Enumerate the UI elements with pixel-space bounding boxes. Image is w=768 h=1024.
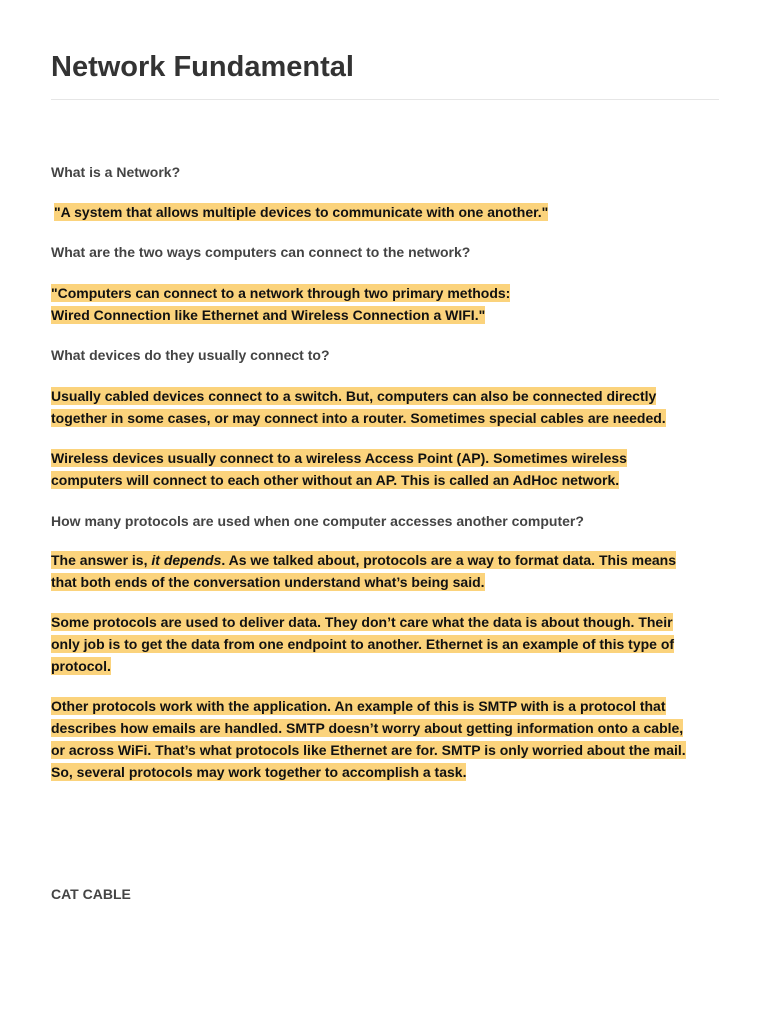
answer-suffix: . As we talked about, protocols are a way to format data. This means — [221, 552, 676, 568]
title-divider — [51, 99, 719, 100]
highlighted-text: Usually cabled devices connect to a switch. But, computers can also be connected directly — [51, 388, 657, 404]
highlighted-text: Other protocols work with the application. An example of this is SMTP with is a protocol that — [51, 698, 666, 714]
highlighted-text: "Computers can connect to a network through two primary methods: — [51, 285, 511, 301]
answer-application-protocols — [51, 695, 686, 783]
question-how-many-protocols: How many protocols are used when one computer accesses another computer? — [51, 513, 584, 529]
answer-prefix: The answer is, — [51, 552, 152, 568]
highlighted-text: only job is to get the data from one endpoint to another. Ethernet is an example of this type of — [51, 636, 675, 652]
highlighted-text: Wireless devices usually connect to a wireless Access Point (AP). Sometimes wireless — [51, 450, 627, 466]
highlighted-text: or across WiFi. That’s what protocols like Ethernet are for. SMTP is only worried about the mail. — [51, 742, 686, 758]
section-heading-cat-cable: CAT CABLE — [51, 886, 131, 902]
highlighted-text — [51, 551, 676, 569]
question-what-is-network: What is a Network? — [51, 164, 181, 180]
highlighted-text: protocol. — [51, 658, 111, 674]
highlighted-text: So, several protocols may work together to accomplish a task. — [51, 764, 467, 780]
answer-delivery-protocols — [51, 611, 674, 677]
highlighted-text: describes how emails are handled. SMTP doesn’t worry about getting information onto a cable, — [51, 720, 684, 736]
answer-cabled-devices — [51, 385, 666, 429]
highlighted-text: Some protocols are used to deliver data. They don’t care what the data is about though. Their — [51, 614, 673, 630]
answer-two-ways-connect — [51, 282, 510, 326]
highlighted-text: computers will connect to each other without an AP. This is called an AdHoc network. — [51, 472, 620, 488]
highlighted-text: together in some cases, or may connect into a router. Sometimes special cables are needed. — [51, 410, 666, 426]
highlighted-text: Wired Connection like Ethernet and Wireless Connection a WIFI." — [51, 307, 486, 323]
highlighted-text: "A system that allows multiple devices to communicate with one another." — [54, 204, 549, 220]
answer-wireless-devices — [51, 447, 627, 491]
page-title: Network Fundamental — [51, 51, 354, 83]
question-devices-connect-to: What devices do they usually connect to? — [51, 347, 330, 363]
answer-what-is-network — [54, 201, 548, 223]
emphasis-it-depends: it depends — [151, 552, 222, 568]
highlighted-text: that both ends of the conversation understand what’s being said. — [51, 574, 485, 590]
answer-it-depends — [51, 549, 676, 593]
question-two-ways-connect: What are the two ways computers can connect to the network? — [51, 244, 471, 260]
